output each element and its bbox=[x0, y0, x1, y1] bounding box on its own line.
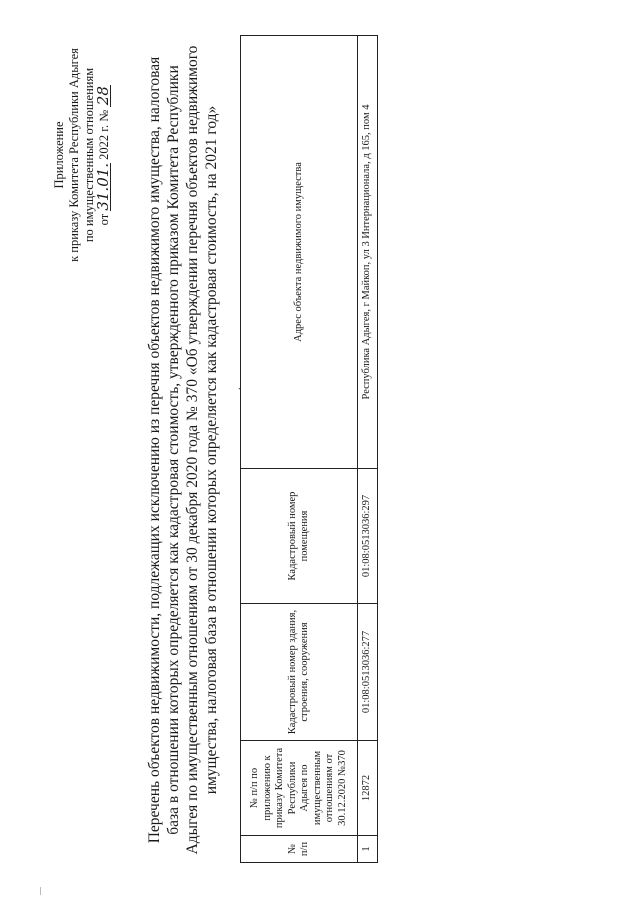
heading-line-4: имущества, налоговая база в отношении которых определяется как кадастровая стоимость, на 2021 год» bbox=[203, 105, 220, 795]
header-row-number: № п/п bbox=[241, 836, 358, 863]
header-appendix-number: № п/п по приложению к приказу Комитета Республики Адыгея по имущественным отношениям от 30.12.2020 №370 bbox=[241, 741, 358, 836]
handwritten-date: 31.01. bbox=[94, 162, 112, 211]
scan-dot: . bbox=[232, 387, 243, 390]
heading-line-3: Адыгея по имущественным отношениям от 30 декабря 2020 года № 370 «Об утверждении перечня объектов недвижимого bbox=[184, 45, 201, 855]
table-row bbox=[358, 36, 378, 863]
appendix-title: Приложение bbox=[52, 121, 66, 189]
appendix-date-line bbox=[94, 5, 112, 305]
cell-row-number: 1 bbox=[358, 836, 378, 863]
document-heading bbox=[145, 25, 221, 875]
table-header-row bbox=[241, 36, 358, 863]
date-year: 2022 г. № bbox=[97, 109, 111, 160]
real-estate-table bbox=[240, 35, 378, 863]
from-label: от bbox=[97, 213, 111, 226]
cell-appendix-number: 12872 bbox=[358, 741, 378, 836]
cell-premises-cadastral: 01:08:0513036:297 bbox=[358, 469, 378, 604]
header-premises-cadastral: Кадастровый номер помещения bbox=[241, 469, 358, 604]
appendix-line-1: к приказу Комитета Республики Адыгея bbox=[67, 48, 81, 262]
header-address: Адрес объекта недвижимого имущества bbox=[241, 36, 358, 469]
appendix-line-2: по имущественным отношениям bbox=[82, 67, 96, 243]
scan-edge-mark bbox=[40, 887, 41, 895]
heading-line-2: база в отношении которых определяется как кадастровая стоимость, утвержденного приказом Комитета Республики bbox=[165, 65, 182, 835]
cell-address: Республика Адыгея, г Майкоп, ул 3 Интернационала, д 165, пом 4 bbox=[358, 36, 378, 469]
header-building-cadastral: Кадастровый номер здания, строения, сооружения bbox=[241, 604, 358, 741]
heading-line-1: Перечень объектов недвижимости, подлежащих исключению из перечня объектов недвижимого имущества, налоговая bbox=[146, 56, 163, 844]
cell-building-cadastral: 01:08:0513036:277 bbox=[358, 604, 378, 741]
handwritten-order-number: 28 bbox=[94, 86, 112, 106]
appendix-block bbox=[52, 5, 112, 305]
